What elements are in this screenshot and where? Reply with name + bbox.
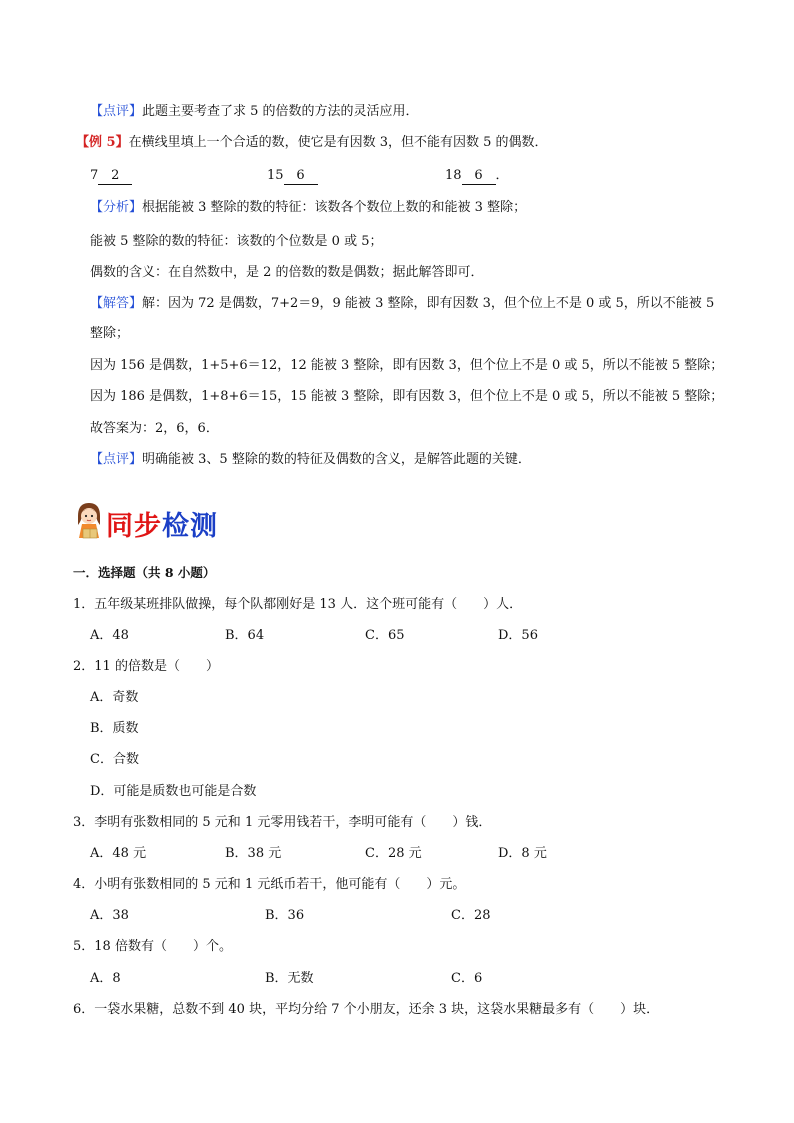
question-5: 5．18 倍数有（ ）个。 bbox=[73, 939, 232, 954]
blank-prefix: 15 bbox=[267, 168, 284, 183]
q5-option-c[interactable]: C．6 bbox=[451, 971, 483, 986]
review-text: 此题主要考查了求 5 的倍数的方法的灵活应用． bbox=[142, 104, 419, 119]
quiz-section-title: 一．选择题（共 8 小题） bbox=[73, 565, 216, 580]
analysis-line-2: 能被 5 整除的数的特征：该数的个位数是 0 或 5； bbox=[90, 234, 383, 249]
q2-option-a[interactable]: A．奇数 bbox=[90, 690, 139, 705]
blank-item-1 bbox=[90, 167, 132, 185]
q3-option-b[interactable]: B．38 元 bbox=[225, 846, 282, 861]
heading-title bbox=[106, 504, 218, 543]
blank-item-2 bbox=[267, 167, 318, 185]
example-text: 在横线里填上一个合适的数，使它是有因数 3，但不能有因数 5 的偶数． bbox=[128, 135, 548, 150]
blank-answer: 2 bbox=[98, 168, 132, 185]
q3-option-a[interactable]: A．48 元 bbox=[90, 846, 147, 861]
analysis-text: 根据能被 3 整除的数的特征：该数各个数位上数的和能被 3 整除； bbox=[142, 200, 527, 215]
q1-option-d[interactable]: D．56 bbox=[498, 628, 538, 643]
q2-option-d[interactable]: D．可能是质数也可能是合数 bbox=[90, 784, 257, 799]
solution-line-5: 故答案为：2，6，6． bbox=[90, 421, 219, 436]
q3-option-c[interactable]: C．28 元 bbox=[365, 846, 422, 861]
q2-option-c[interactable]: C．合数 bbox=[90, 752, 139, 767]
heading-part-2: 检测 bbox=[162, 511, 218, 542]
q5-option-b[interactable]: B．无数 bbox=[265, 971, 314, 986]
q1-option-a[interactable]: A．48 bbox=[90, 628, 129, 643]
q4-option-a[interactable]: A．38 bbox=[90, 908, 129, 923]
solution-line-2: 整除； bbox=[90, 326, 130, 341]
blank-row bbox=[90, 167, 690, 187]
review-tag: 【点评】 bbox=[90, 104, 143, 119]
solution-tag: 【解答】 bbox=[90, 296, 143, 311]
solution-line-1 bbox=[90, 295, 714, 313]
q4-option-c[interactable]: C．28 bbox=[451, 908, 491, 923]
review-1 bbox=[90, 103, 419, 121]
analysis-tag: 【分析】 bbox=[90, 200, 143, 215]
review-tag: 【点评】 bbox=[90, 452, 143, 467]
solution-line-4: 因为 186 是偶数，1+8+6＝15，15 能被 3 整除，即有因数 3，但个位上不是 0 或 5，所以不能被 5 整除； bbox=[90, 389, 724, 404]
analysis-line-1 bbox=[90, 199, 526, 217]
blank-prefix: 18 bbox=[445, 168, 462, 183]
example-tag: 【例 5】 bbox=[76, 135, 129, 150]
q1-option-b[interactable]: B．64 bbox=[225, 628, 265, 643]
blank-suffix: ． bbox=[495, 168, 509, 183]
question-1: 1．五年级某班排队做操，每个队都刚好是 13 人．这个班可能有（ ）人． bbox=[73, 597, 523, 612]
analysis-line-3: 偶数的含义：在自然数中，是 2 的倍数的数是偶数；据此解答即可． bbox=[90, 265, 484, 280]
blank-prefix: 7 bbox=[90, 168, 99, 183]
q5-option-a[interactable]: A．8 bbox=[90, 971, 121, 986]
review-text: 明确能被 3、5 整除的数的特征及偶数的含义，是解答此题的关键． bbox=[142, 452, 531, 467]
question-6: 6．一袋水果糖，总数不到 40 块，平均分给 7 个小朋友，还余 3 块，这袋水果糖最多有（ ）块． bbox=[73, 1002, 660, 1017]
solution-line-3: 因为 156 是偶数，1+5+6＝12，12 能被 3 整除，即有因数 3，但个位上不是 0 或 5，所以不能被 5 整除； bbox=[90, 358, 724, 373]
q3-option-d[interactable]: D．8 元 bbox=[498, 846, 547, 861]
q2-option-b[interactable]: B．质数 bbox=[90, 721, 139, 736]
example-5 bbox=[76, 134, 548, 152]
review-2 bbox=[90, 451, 531, 469]
girl-mascot-icon bbox=[74, 500, 104, 542]
q1-option-c[interactable]: C．65 bbox=[365, 628, 405, 643]
blank-answer: 6 bbox=[284, 168, 318, 185]
q4-option-b[interactable]: B．36 bbox=[265, 908, 305, 923]
question-4: 4．小明有张数相同的 5 元和 1 元纸币若干，他可能有（ ）元。 bbox=[73, 877, 466, 892]
blank-item-3 bbox=[445, 167, 509, 185]
heading-part-1: 同步 bbox=[106, 511, 162, 542]
question-2: 2．11 的倍数是（ ） bbox=[73, 659, 219, 674]
question-3: 3．李明有张数相同的 5 元和 1 元零用钱若干，李明可能有（ ）钱． bbox=[73, 815, 492, 830]
solution-text: 解：因为 72 是偶数，7+2＝9，9 能被 3 整除，即有因数 3，但个位上不是 0 或 5，所以不能被 5 bbox=[142, 296, 715, 311]
blank-answer: 6 bbox=[462, 168, 496, 185]
